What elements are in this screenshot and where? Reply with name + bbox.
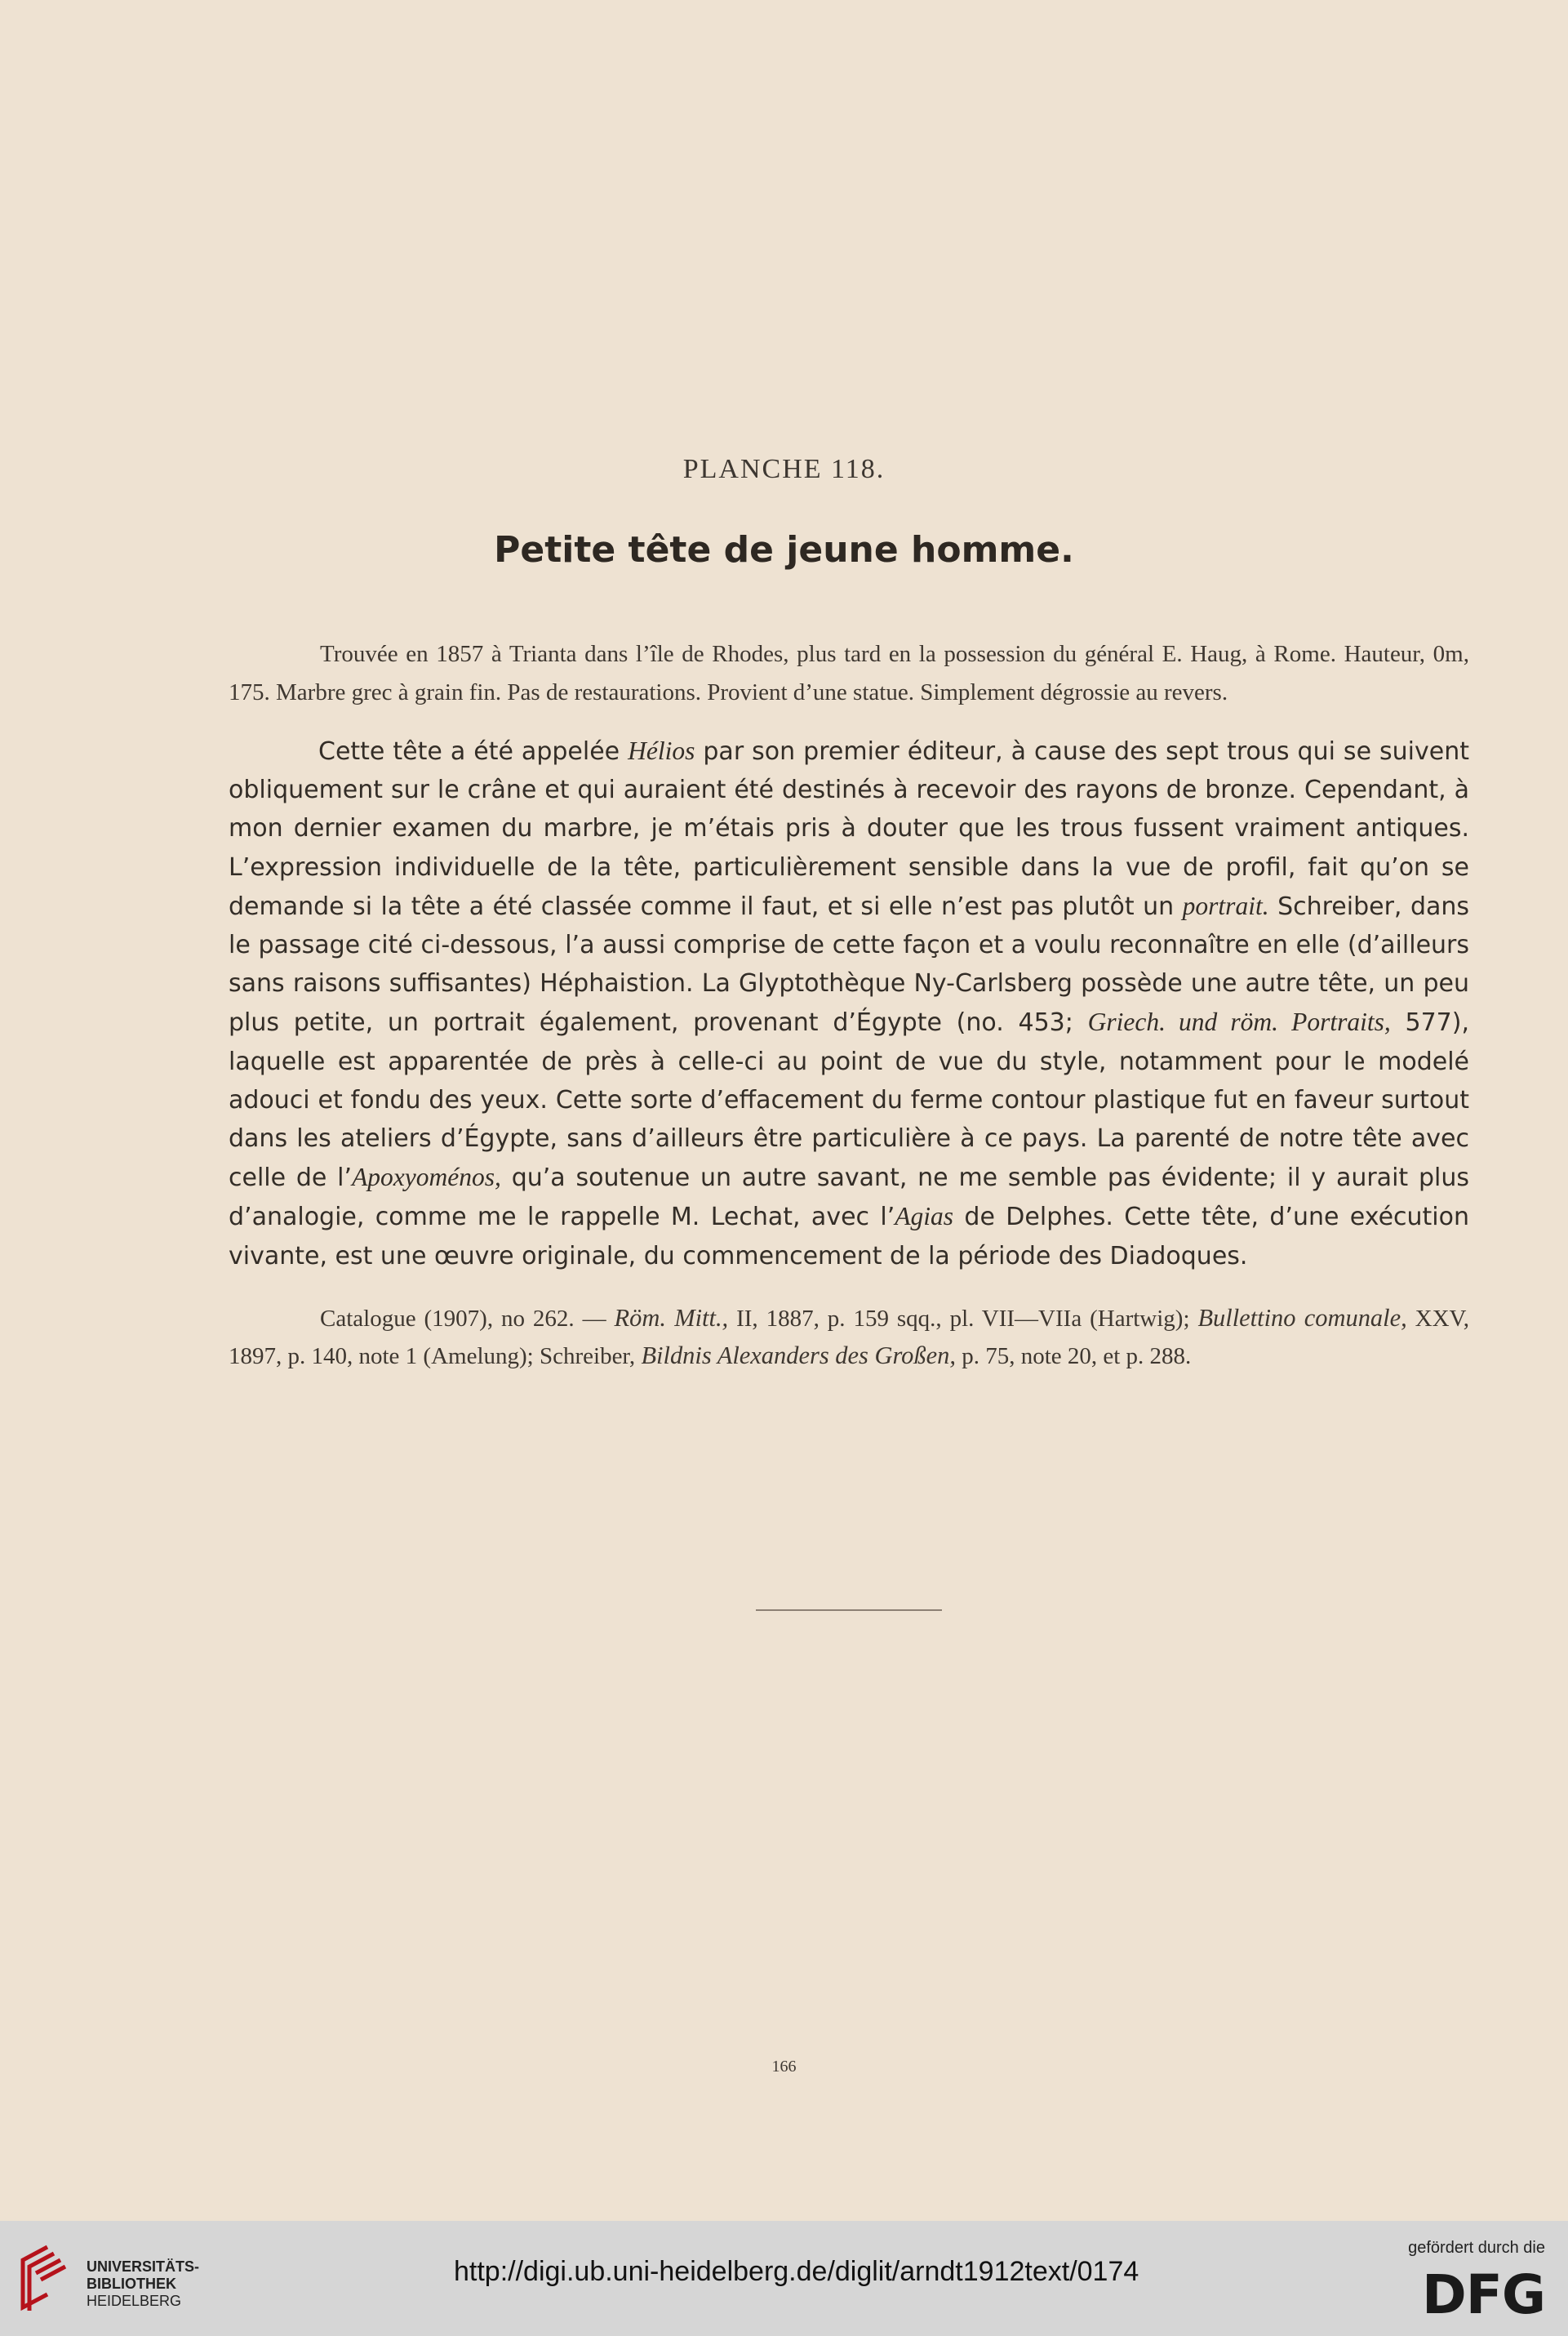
page-number: 166 bbox=[771, 2058, 797, 2076]
plate-number: PLANCHE 118. bbox=[682, 454, 886, 484]
section-divider bbox=[756, 1609, 942, 1611]
library-emblem-icon bbox=[16, 2242, 78, 2312]
description-text: Trouvée en 1857 à Trianta dans l’île de Rhodes, plus tard en la possession du général E. Haug, à Rome. Hauteur, 0m, 175. Marbre grec à grain fin. Pas de restaurations. Provient d’une statue. Simplement dégrossie au revers. bbox=[229, 641, 1469, 705]
bibliography-text: Catalogue (1907), no 262. — Röm. Mitt., II, 1887, p. 159 sqq., pl. VII—VIIa (Hartwig); Bullettino comunale, XXV, 1897, p. 140, note 1 (Amelung); Schreiber, Bildnis Alexanders des Großen, p. 75, note 20, et p. 288. bbox=[229, 1304, 1470, 1369]
library-name: UNIVERSITÄTS- BIBLIOTHEK HEIDELBERG bbox=[87, 2258, 200, 2309]
funding-caption: gefördert durch die bbox=[1408, 2239, 1545, 2257]
page-title: Petite tête de jeune homme. bbox=[494, 529, 1074, 571]
dfg-logo[interactable]: DFG bbox=[1421, 2263, 1545, 2326]
commentary bbox=[229, 732, 1469, 1275]
permalink-url[interactable]: http://digi.ub.uni-heidelberg.de/diglit/arndt1912text/0174 bbox=[454, 2256, 1139, 2287]
library-logo[interactable] bbox=[16, 2242, 204, 2324]
bibliography bbox=[229, 1300, 1469, 1375]
viewer-footer bbox=[0, 2221, 1568, 2336]
object-description bbox=[229, 635, 1469, 712]
commentary-paragraph: Cette tête a été appelée Hélios par son premier éditeur, à cause des sept trous qui se suivent obliquement sur le crâne et qui auraient été destinés à recevoir des rayons de bronze. Cependant, à mon dernier examen du marbre, je m’étais pris à douter que les trous fussent vraiment antiques. L’expression individuelle de la tête, particulièrement sensible dans la vue de profil, fait qu’on se demande si la tête a été classée comme il faut, et si elle n’est pas plutôt un portrait. Schreiber, dans le passage cité ci-dessous, l’a aussi comprise de cette façon et a voulu reconnaître en elle (d’ailleurs sans raisons suffisantes) Héphaistion. La Glyptothèque Ny-Carlsberg possède une autre tête, un peu plus petite, un portrait également, provenant d’Égypte (no. 453; Griech. und röm. Portraits, 577), laquelle est apparentée de près à celle-ci au point de vue du style, notamment pour le modelé adouci et fondu des yeux. Cette sorte d’effacement du ferme contour plastique fut en faveur surtout dans les ateliers d’Égypte, sans d’ailleurs être particulière à ce pays. La parenté de notre tête avec celle de l’Apoxyoménos, qu’a soutenue un autre savant, ne me semble pas évidente; il y aurait plus d’analogie, comme me le rappelle M. Lechat, avec l’Agias de Delphes. Cette tête, d’une exécution vivante, est une œuvre originale, du commencement de la période des Diadoques. bbox=[229, 736, 1470, 1270]
